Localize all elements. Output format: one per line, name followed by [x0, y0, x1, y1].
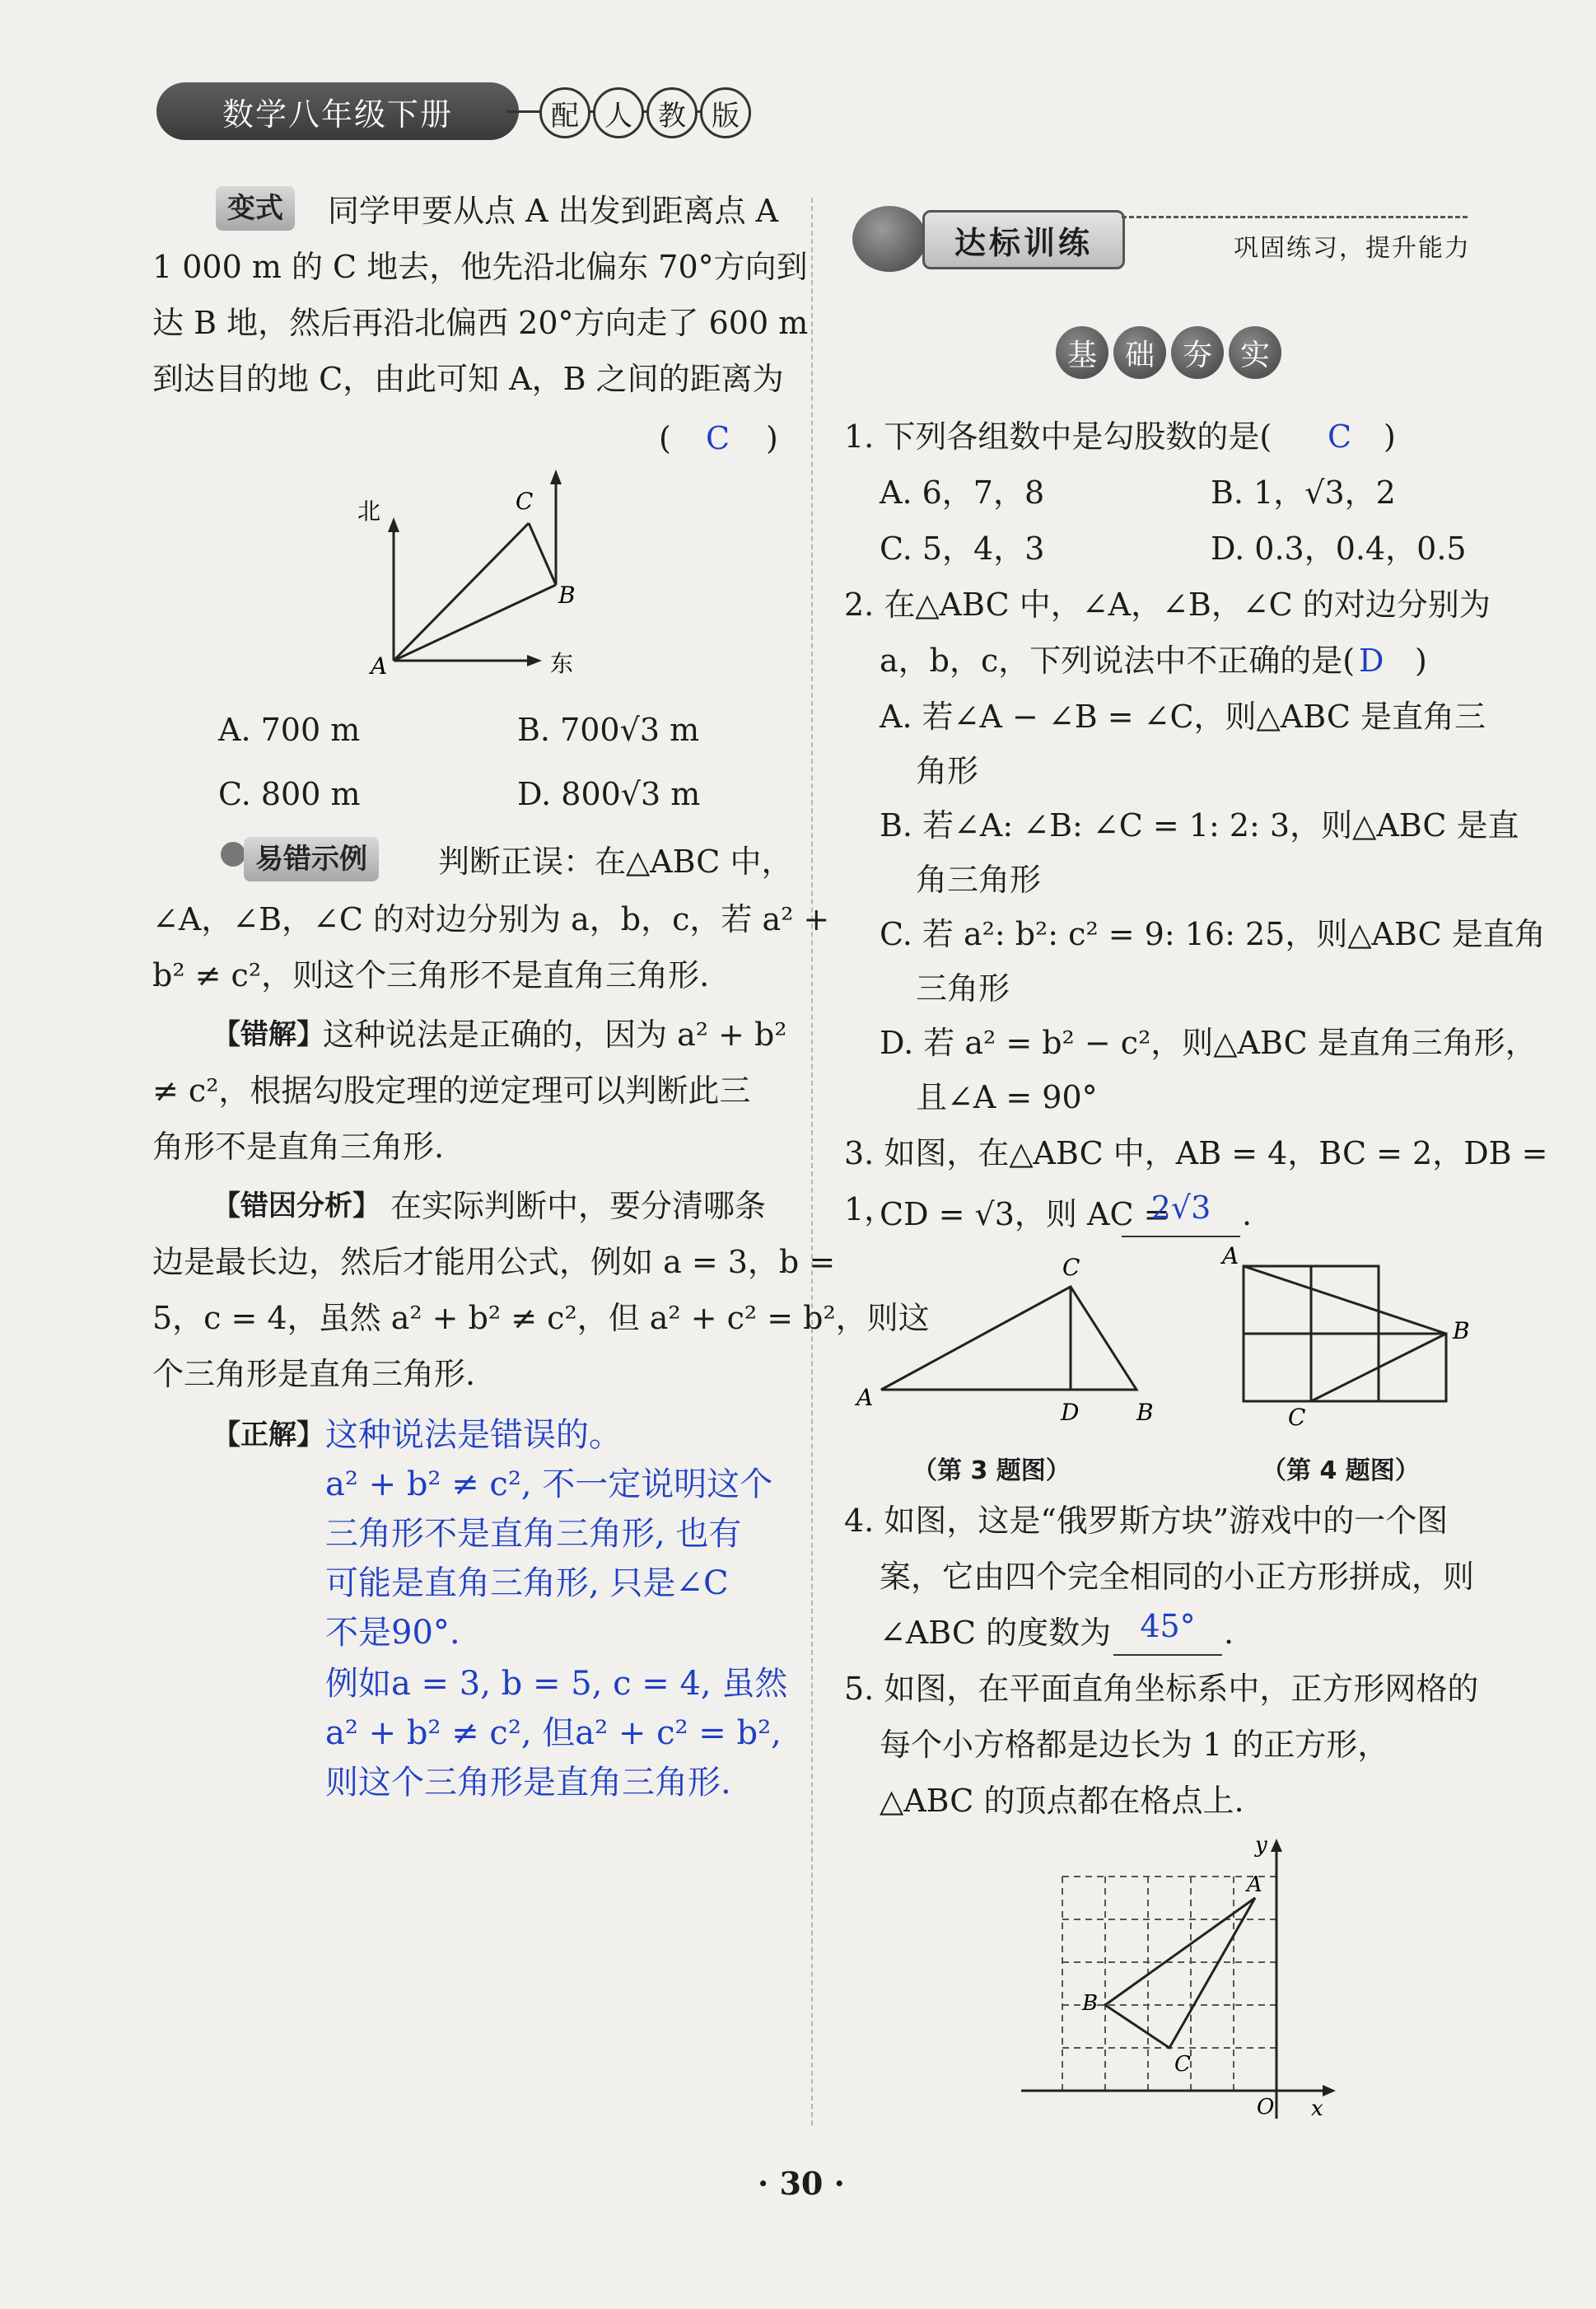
wrong-line-1: 这种说法是正确的，因为 a² + b² [323, 1017, 787, 1053]
q5-label-x: x [1311, 2096, 1323, 2121]
variant-tag: 变式 [216, 186, 295, 231]
q5-label-b: B [1082, 1991, 1099, 2016]
analysis-line-1: 在实际判断中，要分清哪条 [390, 1188, 767, 1224]
correct-line-7: a² + b² ≠ c², 但a² + c² = b², [325, 1714, 782, 1752]
q4-line-1: 4. 如图，这是“俄罗斯方块”游戏中的一个图 [844, 1503, 1449, 1539]
label-north: 北 [357, 498, 381, 525]
analysis-line-4: 个三角形是直角三角形. [152, 1356, 476, 1392]
variant-option-a: A. 700 m [218, 712, 361, 748]
error-analysis-label: 【错因分析】 [212, 1190, 380, 1222]
correct-line-5: 不是90°. [325, 1614, 460, 1652]
q1-stem: 1. 下列各组数中是勾股数的是( [844, 418, 1272, 455]
error-tag-pin-icon [221, 842, 245, 867]
segment-ab [1244, 1266, 1446, 1334]
q4-label-b: B [1453, 1317, 1470, 1344]
q3-label-a: A [856, 1384, 874, 1411]
subsection-char-1: 基 [1056, 326, 1108, 379]
wrong-line-3: 角形不是直角三角形. [152, 1129, 445, 1165]
q4-line-3: ∠ABC 的度数为 [880, 1615, 1112, 1651]
square-5 [1244, 1334, 1311, 1401]
q2-answer: D [1359, 643, 1384, 679]
q4-label-a: A [1222, 1246, 1239, 1269]
q3-line-2: CD = √3，则 AC = [880, 1196, 1170, 1232]
q1-close: ) [1384, 418, 1396, 455]
section-subtitle: 巩固练习，提升能力 [1234, 234, 1471, 263]
q5-line-2: 每个小方格都是边长为 1 的正方形， [880, 1727, 1389, 1763]
q3-answer: 2√3 [1122, 1180, 1240, 1237]
q2-close: ) [1415, 643, 1427, 679]
label-b: B [558, 582, 576, 609]
q5-label-c: C [1174, 2052, 1191, 2077]
q5-line-1: 5. 如图，在平面直角坐标系中，正方形网格的 [844, 1671, 1479, 1707]
variant-option-b: B. 700√3 m [517, 712, 700, 748]
edition-char-4: 版 [700, 87, 751, 138]
q3-label-d: D [1061, 1399, 1080, 1426]
q1-option-c: C. 5，4，3 [880, 531, 1045, 567]
label-east: 东 [550, 650, 574, 677]
correct-solution-label: 【正解】 [212, 1419, 324, 1451]
variant-paren-open: ( [659, 420, 671, 456]
q4-label-c: C [1288, 1404, 1306, 1431]
correct-line-6: 例如a = 3, b = 5, c = 4, 虽然 [325, 1665, 788, 1703]
variant-paren-close: ) [766, 420, 778, 456]
segment-ac [394, 523, 529, 661]
q1-option-d: D. 0.3，0.4，0.5 [1211, 531, 1467, 567]
q4-end: . [1224, 1615, 1234, 1651]
edition-char-2: 人 [593, 87, 644, 138]
q4-caption: （第 4 题图） [1262, 1456, 1420, 1485]
correct-line-3: 三角形不是直角三角形, 也有 [325, 1515, 742, 1553]
error-line-2: ∠A，∠B，∠C 的对边分别为 a，b，c，若 a² + [152, 901, 830, 937]
subsection-char-2: 础 [1113, 326, 1166, 379]
q2-option-c-1: C. 若 a²: b²: c² = 9: 16: 25，则△ABC 是直角 [880, 916, 1546, 952]
book-title-banner: 数学八年级下册 [156, 82, 519, 140]
q1-answer: C [1328, 418, 1352, 455]
q3-label-b: B [1136, 1399, 1154, 1426]
correct-line-8: 则这个三角形是直角三角形. [325, 1764, 731, 1802]
east-arrowhead [527, 655, 542, 666]
variant-figure [346, 470, 593, 684]
q4-figure [1211, 1246, 1482, 1435]
edition-char-3: 教 [646, 87, 698, 138]
variant-option-d: D. 800√3 m [517, 776, 701, 812]
grid-lines [1062, 1877, 1276, 2091]
q3-line-1: 3. 如图，在△ABC 中，AB = 4，BC = 2，DB = 1， [844, 1135, 1548, 1227]
q2-option-b-1: B. 若∠A: ∠B: ∠C = 1: 2: 3，则△ABC 是直 [880, 807, 1519, 844]
subsection-char-4: 实 [1229, 326, 1281, 379]
analysis-line-2: 边是最长边，然后才能用公式，例如 a = 3，b = [152, 1244, 836, 1280]
y-axis-arrowhead [1271, 1839, 1282, 1852]
triangle-abc [881, 1287, 1136, 1390]
segment-bc [529, 523, 556, 585]
correct-line-1: 这种说法是错误的。 [325, 1416, 622, 1454]
column-divider [811, 198, 813, 2125]
wrong-solution-label: 【错解】 [212, 1018, 324, 1051]
q1-option-a: A. 6，7，8 [880, 474, 1045, 511]
q3-caption: （第 3 题图） [912, 1456, 1071, 1485]
error-example-tag: 易错示例 [244, 837, 379, 881]
section-title: 达标训练 [922, 210, 1125, 269]
subsection-char-3: 夯 [1171, 326, 1224, 379]
x-axis-arrowhead [1323, 2085, 1336, 2096]
q1-option-b: B. 1，√3，2 [1211, 474, 1396, 511]
variant-line-4: 到达目的地 C，由此可知 A，B 之间的距离为 [152, 361, 784, 397]
correct-line-4: 可能是直角三角形, 只是∠C [325, 1564, 729, 1602]
analysis-line-3: 5，c = 4，虽然 a² + b² ≠ c²，但 a² + c² = b²，则这 [152, 1300, 930, 1336]
square-3 [1311, 1334, 1379, 1401]
square-4 [1379, 1334, 1446, 1401]
page-number: · 30 · [758, 2165, 845, 2202]
q5-label-y: y [1255, 1833, 1267, 1858]
variant-option-c: C. 800 m [218, 776, 361, 812]
triangle-abc [1105, 1898, 1255, 2048]
error-line-3: b² ≠ c²，则这个三角形不是直角三角形. [152, 957, 710, 993]
q2-option-a-2: 角形 [916, 753, 979, 789]
q4-line-2: 案，它由四个完全相同的小正方形拼成，则 [880, 1559, 1475, 1595]
vertical-arrowhead [550, 470, 562, 484]
label-c: C [516, 488, 534, 515]
segment-ab [394, 585, 556, 661]
variant-line-3: 达 B 地，然后再沿北偏西 20°方向走了 600 m [152, 305, 809, 341]
q2-option-b-2: 角三角形 [916, 862, 1042, 898]
error-line-1: 判断正误：在△ABC 中， [438, 844, 793, 880]
q2-option-d-2: 且∠A = 90° [916, 1079, 1098, 1115]
q3-figure [848, 1246, 1161, 1435]
q2-option-d-1: D. 若 a² = b² − c²，则△ABC 是直角三角形， [880, 1025, 1537, 1061]
north-arrowhead [388, 517, 399, 532]
label-a: A [371, 652, 388, 680]
q5-line-3: △ABC 的顶点都在格点上. [880, 1783, 1244, 1819]
wrong-line-2: ≠ c²，根据勾股定理的逆定理可以判断此三 [152, 1073, 751, 1109]
variant-answer: C [706, 420, 730, 456]
section-badge-icon [852, 206, 926, 272]
section-dashed-line [1122, 216, 1468, 218]
q2-option-a-1: A. 若∠A − ∠B = ∠C，则△ABC 是直角三 [880, 699, 1486, 735]
variant-line-2: 1 000 m 的 C 地去，他先沿北偏东 70°方向到 [152, 249, 808, 285]
variant-line-1: 同学甲要从点 A 出发到距离点 A [328, 193, 779, 229]
q5-grid-figure [1013, 1830, 1342, 2127]
q5-label-o: O [1257, 2095, 1275, 2120]
q2-line-1: 2. 在△ABC 中，∠A，∠B，∠C 的对边分别为 [844, 587, 1491, 623]
edition-char-1: 配 [539, 87, 590, 138]
correct-line-2: a² + b² ≠ c², 不一定说明这个 [325, 1465, 773, 1503]
q3-label-c: C [1062, 1254, 1080, 1281]
q5-label-a: A [1247, 1872, 1262, 1897]
q4-answer: 45° [1113, 1598, 1222, 1656]
q2-option-c-2: 三角形 [916, 970, 1010, 1007]
q3-end: . [1242, 1196, 1253, 1232]
q2-line-2: a，b，c，下列说法中不正确的是( [880, 643, 1356, 679]
